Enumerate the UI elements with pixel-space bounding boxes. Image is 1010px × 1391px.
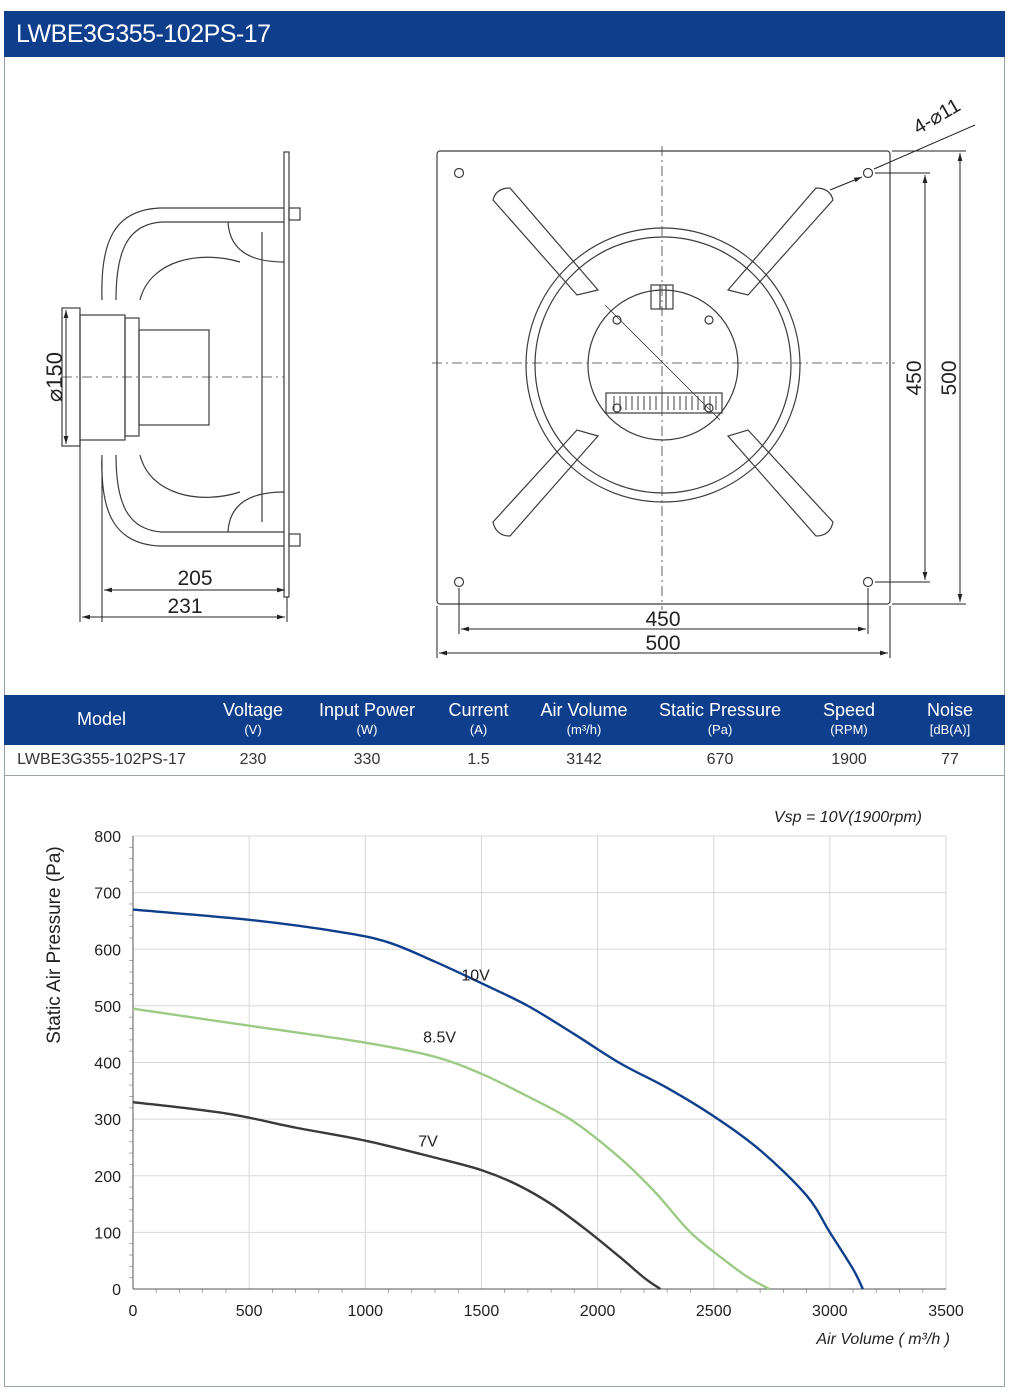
x-tick-label: 3000: [812, 1303, 848, 1320]
cell-noise: 77: [941, 751, 959, 768]
front-dim-v-500: 500: [938, 360, 961, 396]
cell-model: LWBE3G355-102PS-17: [17, 751, 186, 768]
col-voltage: Voltage (V): [222, 700, 284, 737]
cell-current: 1.5: [467, 751, 490, 768]
col-air-volume: Air Volume (m³/h): [540, 700, 628, 737]
y-tick-label: 600: [94, 942, 121, 960]
front-dim-h-500: 500: [645, 632, 681, 655]
col-speed: Speed (RPM): [822, 700, 876, 737]
series-label: 8.5V: [423, 1029, 457, 1047]
col-model: Model: [76, 709, 127, 729]
y-tick-label: 500: [94, 998, 121, 1016]
y-tick-label: 200: [94, 1168, 121, 1186]
side-dim-205: 205: [177, 567, 213, 590]
series-label: 10V: [461, 967, 490, 985]
x-tick-label: 500: [235, 1303, 263, 1320]
cell-speed: 1900: [831, 751, 867, 768]
y-tick-label: 0: [112, 1282, 121, 1299]
y-tick-label: 400: [94, 1055, 121, 1073]
chart-x-label: Air Volume ( m³/h ): [816, 1331, 950, 1348]
y-tick-label: 100: [94, 1225, 121, 1243]
front-dim-v-450: 450: [903, 360, 926, 396]
page-title: LWBE3G355-102PS-17: [16, 20, 271, 48]
x-tick-label: 1500: [463, 1303, 500, 1320]
x-tick-label: 0: [128, 1303, 138, 1320]
cell-air-volume: 3142: [566, 751, 602, 768]
x-tick-label: 2500: [695, 1303, 732, 1320]
x-tick-label: 3500: [928, 1303, 964, 1320]
col-noise: Noise [dB(A)]: [926, 700, 974, 737]
series-line-7V: [133, 1102, 660, 1289]
series-line-8-5V: [133, 1009, 769, 1289]
x-tick-label: 2000: [579, 1303, 616, 1320]
chart-annotation: Vsp = 10V(1900rpm): [773, 809, 922, 826]
side-diameter-label: ⌀150: [42, 352, 67, 402]
cell-voltage: 230: [239, 751, 267, 768]
x-tick-label: 1000: [347, 1303, 384, 1320]
cell-static-pressure: 670: [706, 751, 734, 768]
side-dim-231: 231: [167, 595, 203, 618]
front-dim-h-450: 450: [645, 608, 681, 631]
col-input-power: Input Power (W): [318, 700, 416, 737]
hole-label: 4-⌀11: [909, 94, 965, 139]
col-current: Current (A): [448, 700, 509, 737]
cell-input-power: 330: [353, 751, 381, 768]
series-label: 7V: [418, 1133, 438, 1151]
y-tick-label: 300: [94, 1112, 121, 1130]
y-tick-label: 800: [94, 829, 121, 846]
chart-y-label: Static Air Pressure (Pa): [44, 846, 65, 1044]
y-tick-label: 700: [94, 885, 121, 903]
col-static-pressure: Static Pressure (Pa): [658, 700, 782, 737]
